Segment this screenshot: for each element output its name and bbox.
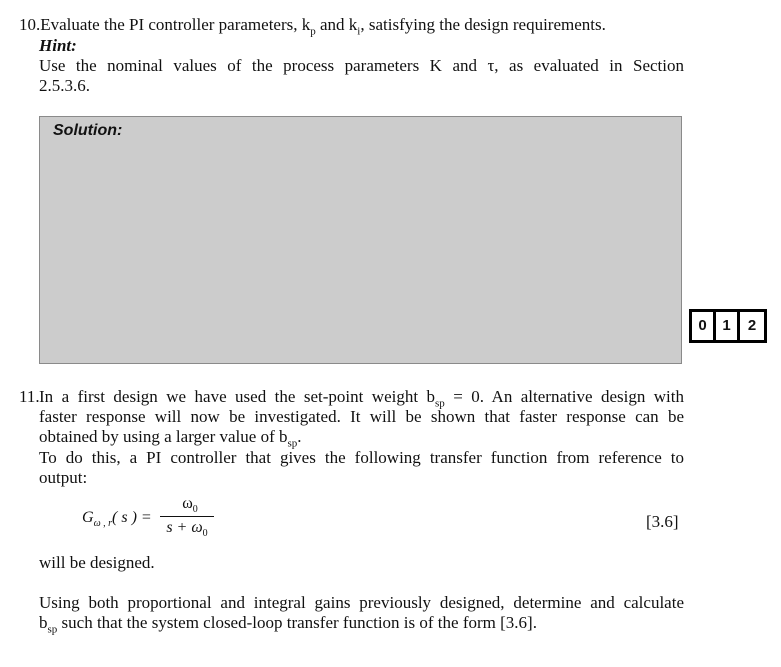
- question-11-line4: To do this, a PI controller that gives the following transfer function from reference to: [39, 448, 684, 467]
- question-10-title: 10.Evaluate the PI controller parameters, $k_p$ and $k_i$, satisfying the design requirements.: [19, 15, 606, 38]
- solution-label: Solution:: [53, 122, 123, 139]
- formula-lhs: $G_{\omega , r}$( s ) =: [82, 509, 152, 530]
- question-number: 10.: [19, 15, 41, 34]
- hint-label: Hint:: [39, 36, 77, 55]
- question-10: [19, 15, 699, 38]
- question-11-number: 11.: [19, 387, 40, 406]
- question-11-line1: In a first design we have used the set-point weight $b_{sp} = 0$. An alternative design with: [39, 387, 684, 410]
- score-option-2[interactable]: 2: [740, 312, 764, 340]
- score-selector: [689, 309, 767, 343]
- formula-denominator: $s + \omega_0$: [166, 519, 208, 540]
- score-option-1[interactable]: 1: [716, 312, 740, 340]
- question-11-line2: faster response will now be investigated. It will be shown that faster response can be: [39, 407, 684, 426]
- score-option-0[interactable]: 0: [692, 312, 716, 340]
- solution-area[interactable]: [39, 116, 682, 364]
- question-11-line8: $b_{sp}$ such that the system closed-loop transfer function is of the form [3.6].: [39, 613, 537, 636]
- question-11-line5: output:: [39, 468, 88, 487]
- question-11-line7: Using both proportional and integral gains previously designed, determine and calculate: [39, 593, 684, 612]
- hint-text-line1: Use the nominal values of the process parameters K and τ, as evaluated in Section: [39, 56, 684, 75]
- hint-text-line2: 2.5.3.6.: [39, 76, 90, 95]
- question-11-line6: will be designed.: [39, 553, 155, 572]
- question-11-line3: obtained by using a larger value of $b_{sp}$.: [39, 427, 302, 450]
- equation-label: [3.6]: [646, 512, 679, 531]
- formula-numerator: $\omega_0$: [182, 495, 198, 516]
- formula-fraction: [160, 494, 214, 538]
